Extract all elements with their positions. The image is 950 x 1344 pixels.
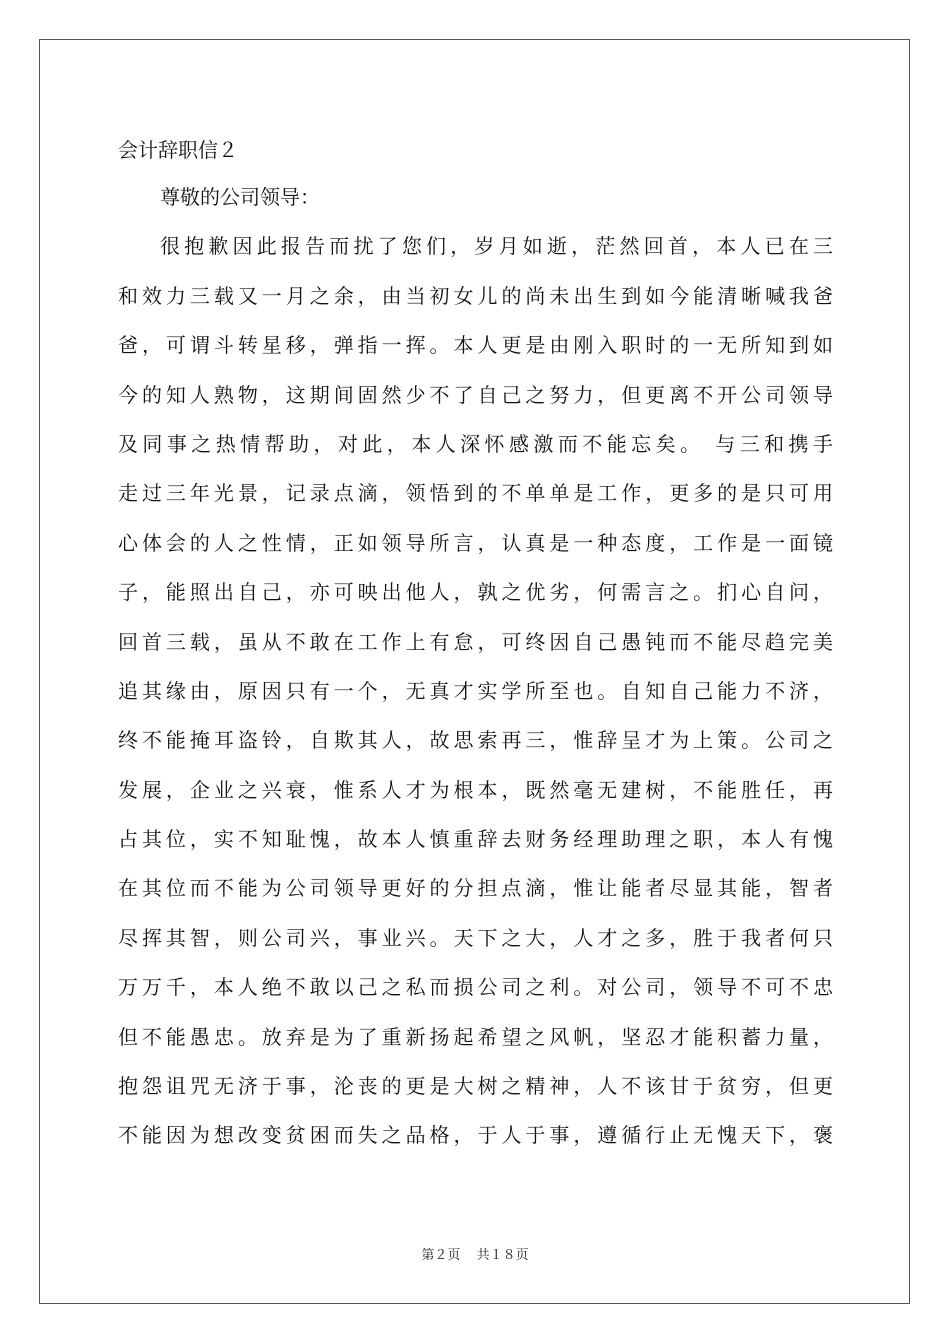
text-line: 尽挥其智，则公司兴，事业兴。天下之大，人才之多，胜于我者何只 (118, 925, 833, 950)
text-line: 很抱歉因此报告而扰了您们，岁月如逝，茫然回首，本人已在三 (160, 234, 833, 259)
text-line: 万万千，本人绝不敢以己之私而损公司之利。对公司，领导不可不忠 (118, 975, 833, 1000)
text-line: 抱怨诅咒无济于事，沦丧的更是大树之精神，人不该甘于贫穷，但更 (118, 1074, 833, 1099)
text-line: 和效力三载又一月之余，由当初女儿的尚未出生到如今能清晰喊我爸 (118, 283, 833, 308)
text-line: 及同事之热情帮助，对此，本人深怀感激而不能忘矣。 与三和携手 (118, 431, 833, 456)
text-line: 发展，企业之兴衰，惟系人才为根本，既然毫无建树，不能胜任，再 (118, 777, 833, 802)
text-line: 追其缘由，原因只有一个，无真才实学所至也。自知自己能力不济， (118, 678, 833, 703)
text-line: 占其位，实不知耻愧，故本人慎重辞去财务经理助理之职，本人有愧 (118, 827, 833, 852)
text-line: 不能因为想改变贫困而失之品格，于人于事，遵循行止无愧天下，褒 (118, 1123, 833, 1148)
text-line: 走过三年光景，记录点滴，领悟到的不单单是工作，更多的是只可用 (118, 481, 833, 506)
text-line: 回首三载，虽从不敢在工作上有怠，可终因自己愚钝而不能尽趋完美 (118, 629, 833, 654)
text-line: 在其位而不能为公司领导更好的分担点滴，惟让能者尽显其能，智者 (118, 876, 833, 901)
text-line: 心体会的人之性情，正如领导所言，认真是一种态度，工作是一面镜 (118, 530, 833, 555)
document-title: 会计辞职信２ (118, 138, 238, 162)
text-line: 子，能照出自己，亦可映出他人，孰之优劣，何需言之。扪心自问， (118, 580, 833, 605)
body-paragraph (118, 222, 833, 1160)
text-line: 但不能愚忠。放弃是为了重新扬起希望之风帆，坚忍才能积蓄力量， (118, 1024, 833, 1049)
salutation: 尊敬的公司领导： (160, 185, 320, 209)
page-number: 第２页 (421, 1248, 461, 1263)
page-total: 共１８页 (476, 1248, 529, 1263)
text-line: 今的知人熟物，这期间固然少不了自己之努力，但更离不开公司领导 (118, 382, 833, 407)
document-body (118, 130, 833, 1161)
text-line: 终不能掩耳盗铃，自欺其人，故思索再三，惟辞呈才为上策。公司之 (118, 728, 833, 753)
text-line: 爸，可谓斗转星移，弹指一挥。本人更是由刚入职时的一无所知到如 (118, 333, 833, 358)
page-footer (0, 1244, 950, 1263)
